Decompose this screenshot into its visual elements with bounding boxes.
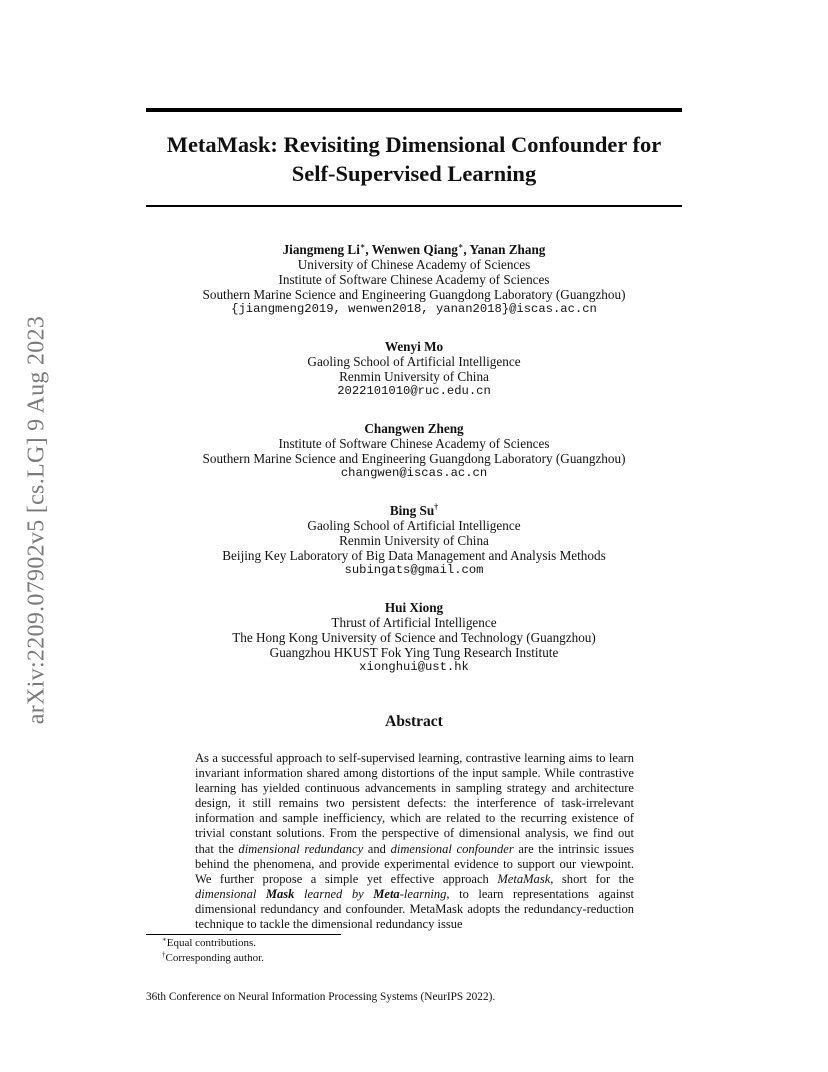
- author-mark: ∗: [457, 241, 464, 251]
- affiliation: Gaoling School of Artificial Intelligence: [307, 354, 521, 369]
- footnote-mark: ∗: [162, 935, 167, 944]
- footnote-mark: †: [162, 950, 166, 959]
- abstract-body: [195, 751, 634, 932]
- author-mark: ∗: [359, 241, 366, 251]
- affiliation: Beijing Key Laboratory of Big Data Management and Analysis Methods: [222, 548, 606, 563]
- affiliation: Renmin University of China: [339, 369, 489, 384]
- author-name: Wenwen Qiang: [371, 242, 458, 257]
- affiliation: Southern Marine Science and Engineering Guangdong Laboratory (Guangzhou): [202, 451, 626, 466]
- affiliation: Gaoling School of Artificial Intelligence: [307, 518, 521, 533]
- affiliation: University of Chinese Academy of Sciences: [297, 257, 531, 272]
- affiliation: Institute of Software Chinese Academy of Sciences: [278, 272, 550, 287]
- author-name: Bing Su: [389, 503, 435, 518]
- arxiv-identifier: arXiv:2209.07902v5 [cs.LG] 9 Aug 2023: [23, 315, 50, 725]
- title-top-rule: [146, 108, 682, 112]
- affiliation: Renmin University of China: [339, 533, 489, 548]
- author-name: Changwen Zheng: [364, 421, 464, 436]
- footnote-text: Equal contributions.: [166, 937, 256, 949]
- paper-title: [146, 130, 682, 188]
- footnote: [162, 936, 264, 951]
- affiliation: Southern Marine Science and Engineering Guangdong Laboratory (Guangzhou): [202, 287, 626, 302]
- title-bottom-rule: [146, 205, 682, 207]
- title-line-1: MetaMask: Revisiting Dimensional Confounder for: [166, 132, 662, 157]
- footnotes: [162, 936, 264, 966]
- author-list: [146, 242, 682, 697]
- title-line-2: Self-Supervised Learning: [291, 161, 537, 186]
- author-name: Wenyi Mo: [384, 339, 444, 354]
- abstract-paragraph: As a successful approach to self-supervised learning, contrastive learning aims to learn invariant information shared among distortions of the input sample. While contrastive learning has yielded continuous advancements in sampling strategy and architecture design, it still remains two persistent defects: the interference of task-irrelevant information and sample inefficiency, which are related to the recurring existence of trivial constant solutions. From the perspective of dimensional analysis, we find out that the dimensional redundancy and dimensional confounder are the intrinsic issues behind the phenomena, and provide experimental evidence to support our viewpoint. We further propose a simple yet effective approach MetaMask, short for the dimensional Mask learned by Meta-learning, to learn representations against dimensional redundancy and confounder. MetaMask adopts the redundancy-reduction technique to tackle the dimensional redundancy issue: [195, 751, 634, 932]
- affiliation: Guangzhou HKUST Fok Ying Tung Research Institute: [269, 645, 559, 660]
- affiliation: Thrust of Artificial Intelligence: [331, 615, 497, 630]
- abstract-heading: Abstract: [385, 713, 443, 730]
- author-email: {jiangmeng2019, wenwen2018, yanan2018}@iscas.ac.cn: [231, 302, 597, 316]
- author-mark: †: [434, 502, 439, 512]
- author-email: changwen@iscas.ac.cn: [340, 466, 488, 480]
- affiliation: Institute of Software Chinese Academy of Sciences: [278, 436, 550, 451]
- author-names: [146, 503, 682, 518]
- author-email: 2022101010@ruc.edu.cn: [337, 384, 491, 398]
- conference-note: 36th Conference on Neural Information Processing Systems (NeurIPS 2022).: [146, 991, 496, 1003]
- author-name: Yanan Zhang: [469, 242, 546, 257]
- author-name: Jiangmeng Li: [282, 242, 360, 257]
- author-block: [146, 242, 682, 317]
- author-block: [146, 339, 682, 399]
- footnote-rule: [146, 934, 341, 935]
- footnote-text: Corresponding author.: [165, 952, 264, 964]
- author-block: [146, 600, 682, 675]
- footnote: [162, 951, 264, 966]
- author-block: [146, 503, 682, 578]
- affiliation: The Hong Kong University of Science and Technology (Guangzhou): [232, 630, 596, 645]
- author-email: subingats@gmail.com: [344, 563, 484, 577]
- author-name: Hui Xiong: [384, 600, 444, 615]
- author-block: [146, 421, 682, 481]
- author-names: Jiangmeng Li∗, Wenwen Qiang∗, Yanan Zhang: [282, 241, 546, 257]
- author-email: xionghui@ust.hk: [359, 660, 469, 674]
